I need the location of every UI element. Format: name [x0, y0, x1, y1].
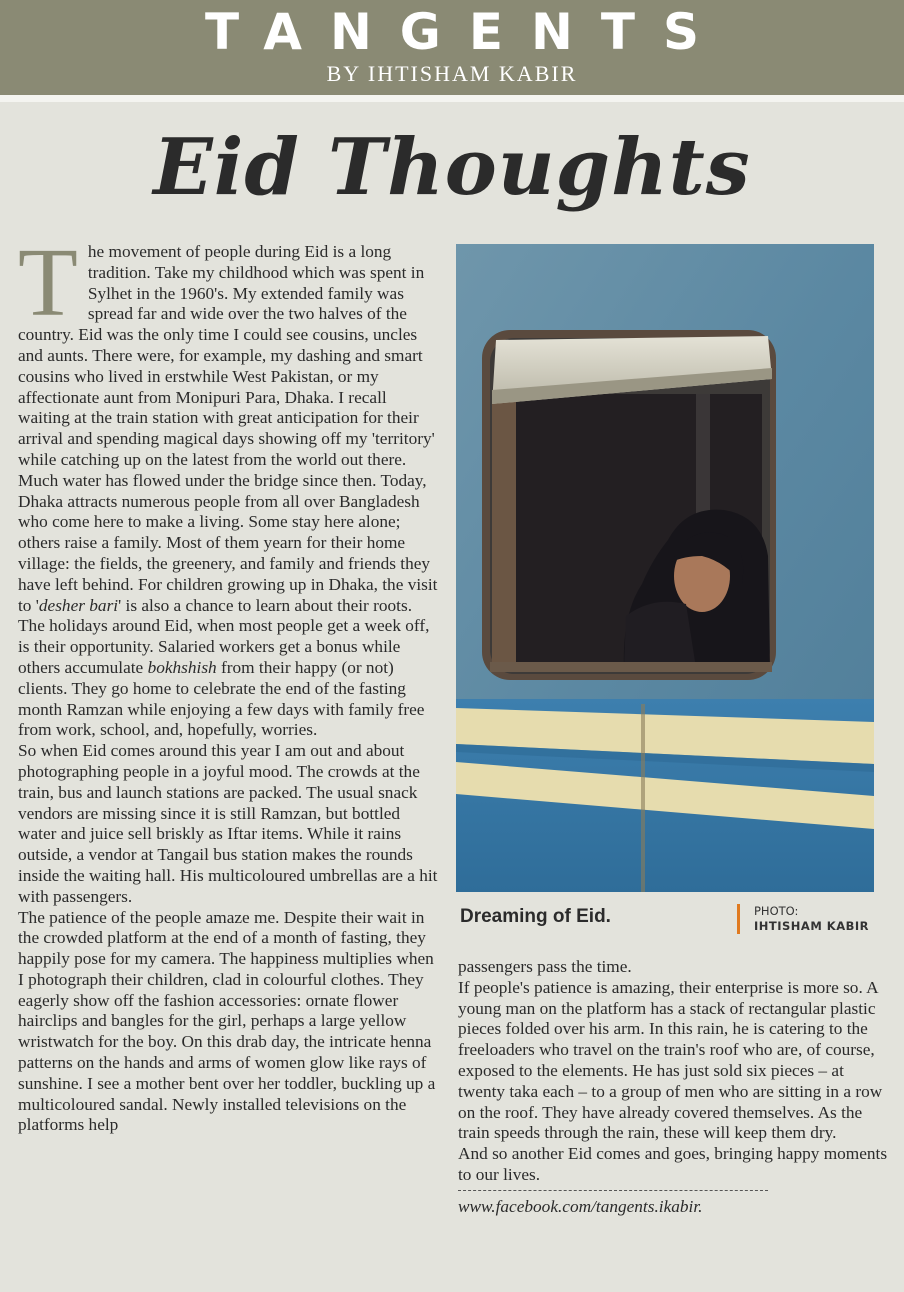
paragraph-2-text-b: ' is also a chance to learn about their roots. [118, 595, 413, 615]
article-paragraph-2 [18, 471, 438, 617]
byline: BY IHTISHAM KABIR [326, 61, 578, 86]
paragraph-1-text: he movement of people during Eid is a long tradition. Take my childhood which was spent in Sylhet in the 1960's. My extended family was spread far and wide over the two halves of the country. Eid was the only time I could see cousins, uncles and aunts. There were, for example, my dashing and smart cousins who lived in erstwhile West Pakistan, or my affectionate aunt from Monipuri Para, Dhaka. I recall waiting at the train station with great anticipation for their arrival and spending magical days showing off my 'territory' while catching up on the latest from the world out there. [18, 242, 435, 469]
footer-divider [458, 1190, 768, 1191]
article-paragraph-3 [18, 616, 438, 741]
article-headline: Eid Thoughts [153, 122, 751, 213]
article-paragraph-1 [18, 229, 438, 471]
masthead-divider [0, 95, 904, 102]
photo-credit-accent [737, 904, 740, 934]
paragraph-3-text-a: The holidays around Eid, when most people get a week off, is their opportunity. Salaried workers get a bonus while others accumulate [18, 616, 430, 677]
article-column-right [458, 957, 888, 1218]
photo-illustration [456, 244, 874, 892]
article-paragraph-4: So when Eid comes around this year I am out and about photographing people in a joyful mood. The crowds at the train, bus and launch stations are packed. The usual snack vendors are missing since it is still Ramzan, but bottled water and juice sell briskly as Iftar items. While it rains outside, a vendor at Tangail bus station makes the rounds inside the waiting hall. His multicoloured umbrellas are a hit with passengers. [18, 741, 438, 906]
facebook-link[interactable]: www.facebook.com/tangents.ikabir. [458, 1196, 703, 1216]
photo-caption: Dreaming of Eid. [460, 906, 611, 927]
photo-credit [754, 904, 869, 934]
paragraph-3-italic: bokhshish [147, 657, 217, 677]
masthead [0, 0, 904, 95]
article-paragraph-6: If people's patience is amazing, their enterprise is more so. A young man on the platform has a stack of rectangular plastic pieces folded over his arm. In this rain, he is catering to the freeloaders who travel on the train's roof who are, of course, exposed to the elements. He has just sold six pieces – at twenty taka each – to a group of men who are sitting in a row on the roof. They have already covered themselves. As the train speeds through the rain, these will keep them dry. [458, 977, 883, 1143]
article-paragraph-5-continued: passengers pass the time. [458, 957, 632, 976]
paragraph-2-italic: desher bari [38, 595, 119, 615]
article-paragraph-5: The patience of the people amaze me. Despite their wait in the crowded platform at the end of a month of fasting, they happily pose for my camera. The happiness multiplies when I photograph their children, clad in colourful clothes. They eagerly show off the fashion accessories: ornate flower hairclips and bangles for the girl, perhaps a large yellow wristwatch for the boy. On this drab day, the intricate henna patterns on the hands and arms of women glow like rays of sunshine. I see a mother bent over her toddler, buckling up a multicoloured sandal. Newly installed televisions on the platforms help [18, 907, 436, 1135]
article-paragraph-7: And so another Eid comes and goes, bringing happy moments to our lives. [458, 1144, 888, 1184]
photo-credit-name: IHTISHAM KABIR [754, 919, 869, 933]
article-column-left [18, 229, 438, 1136]
paragraph-2-text-a: Much water has flowed under the bridge since then. Today, Dhaka attracts numerous people from all over Bangladesh who come here to make a living. Some stay here alone; others raise a family. Most of them yearn for their home village: the fields, the greenery, and family and friends they have left behind. For children growing up in Dhaka, the visit to ' [18, 470, 438, 615]
train-window-photo [456, 244, 874, 892]
section-title: TANGENTS [205, 3, 727, 61]
photo-credit-label: PHOTO: [754, 904, 799, 918]
drop-cap: T [18, 229, 78, 337]
paragraph-3-text-b: from their happy (or not) clients. They go home to celebrate the end of the fasting month Ramzan while enjoying a few days with family free from work, school, and, hopefully, worries. [18, 657, 425, 740]
